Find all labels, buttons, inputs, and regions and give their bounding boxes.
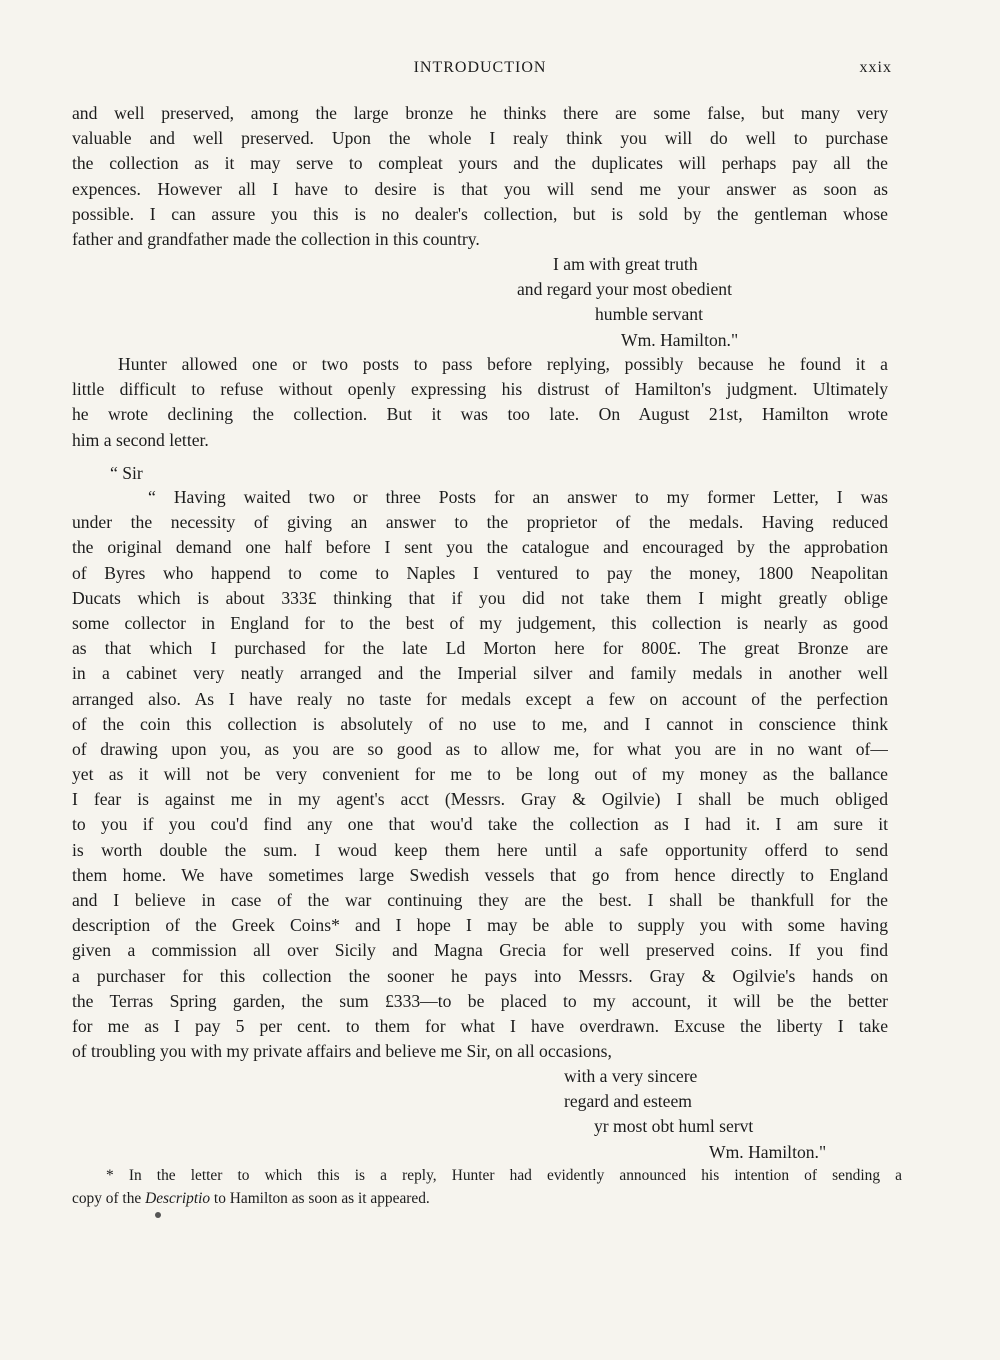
- footnote-line: [72, 1188, 902, 1211]
- text-line: description of the Greek Coins* and I hope I may be able to supply you with some having: [72, 915, 888, 936]
- footnote-line: * In the letter to which this is a reply, Hunter had evidently announced his intention of sending a: [106, 1167, 902, 1184]
- running-head: INTRODUCTION: [413, 59, 547, 76]
- text-line: the collection as it may serve to compleat yours and the duplicates will perhaps pay all the: [72, 153, 888, 174]
- text-line: is worth double the sum. I woud keep them here until a safe opportunity offerd to send: [72, 839, 888, 860]
- signature: Wm. Hamilton.": [621, 329, 739, 350]
- letter-one-text: [72, 101, 888, 252]
- text-line: possible. I can assure you this is no dealer's collection, but is sold by the gentleman whose: [72, 203, 888, 224]
- text-line: in a cabinet very neatly arranged and the Imperial silver and family medals in another well: [72, 663, 888, 684]
- text-line: Ducats which is about 333£ thinking that if you did not take them I might greatly oblige: [72, 587, 888, 608]
- text-line: them home. We have sometimes large Swedish vessels that go from hence directly to England: [72, 864, 888, 885]
- text-line: some collector in England for to the best of my judgement, this collection is nearly as good: [72, 612, 888, 633]
- text-line: Hunter allowed one or two posts to pass before replying, possibly because he found it a: [118, 354, 888, 374]
- text-line: father and grandfather made the collection in this country.: [72, 228, 480, 249]
- closing-line: with a very sincere: [564, 1066, 698, 1086]
- footnote-text: copy of the: [72, 1189, 146, 1207]
- closing-line: regard and esteem: [564, 1091, 692, 1112]
- footnote-book-title: Descriptio: [145, 1189, 211, 1207]
- footnote: [72, 1165, 902, 1210]
- text-line: as that which I purchased for the late Ld Morton here for 800£. The great Bronze are: [72, 638, 888, 659]
- text-line: of the coin this collection is absolutely of no use to me, and I cannot in conscience think: [72, 713, 888, 734]
- text-line: a purchaser for this collection the sooner he pays into Messrs. Gray & Ogilvie's hands on: [72, 965, 888, 986]
- letter-two-closing: [72, 1064, 888, 1165]
- text-line: valuable and well preserved. Upon the whole I realy think you will do well to purchase: [72, 128, 888, 149]
- letter-two-text: [72, 485, 888, 1064]
- signature: Wm. Hamilton.": [709, 1141, 827, 1162]
- closing-line: and regard your most obedient: [517, 279, 732, 300]
- closing-line: humble servant: [595, 304, 703, 325]
- text-line: for me as I pay 5 per cent. to them for what I have overdrawn. Excuse the liberty I take: [72, 1015, 888, 1036]
- text-line: under the necessity of giving an answer to the proprietor of the medals. Having reduced: [72, 512, 888, 533]
- text-line: I fear is against me in my agent's acct (Messrs. Gray & Ogilvie) I shall be much obliged: [72, 789, 888, 810]
- text-line: the original demand one half before I sent you the catalogue and encouraged by the approbation: [72, 537, 888, 558]
- text-line: arranged also. As I have realy no taste for medals except a few on account of the perfection: [72, 688, 888, 709]
- salutation: “ Sir: [110, 463, 143, 483]
- text-line: to you if you cou'd find any one that wou'd take the collection as I had it. I am sure it: [72, 814, 888, 835]
- text-line: he wrote declining the collection. But it was too late. On August 21st, Hamilton wrote: [72, 404, 888, 425]
- text-line: little difficult to refuse without openly expressing his distrust of Hamilton's judgment. Ultimately: [72, 379, 888, 400]
- text-line: him a second letter.: [72, 429, 209, 450]
- text-line: yet as it will not be very convenient for me to be long out of my money as the ballance: [72, 764, 888, 785]
- text-line: of drawing upon you, as you are so good as to allow me, for what you are in no want of—: [72, 738, 888, 759]
- ink-mark: [155, 1212, 161, 1218]
- text-line: “ Having waited two or three Posts for an answer to my former Letter, I was: [148, 487, 888, 507]
- text-line: expences. However all I have to desire is that you will send me your answer as soon as: [72, 178, 888, 199]
- footnote-text: to Hamilton as soon as it appeared.: [210, 1189, 430, 1207]
- text-line: and well preserved, among the large bronze he thinks there are some false, but many very: [72, 103, 888, 123]
- text-line: of troubling you with my private affairs and believe me Sir, on all occasions,: [72, 1041, 612, 1062]
- page-number: xxix: [859, 59, 892, 76]
- narrative-paragraph: [72, 352, 888, 453]
- text-line: of Byres who happend to come to Naples I ventured to pay the money, 1800 Neapolitan: [72, 562, 888, 583]
- text-line: the Terras Spring garden, the sum £333—to be placed to my account, it will be the better: [72, 990, 888, 1011]
- text-line: and I believe in case of the war continuing they are the best. I shall be thankfull for the: [72, 890, 888, 910]
- closing-line: I am with great truth: [553, 254, 698, 274]
- closing-line: yr most obt huml servt: [594, 1116, 754, 1137]
- text-line: given a commission all over Sicily and Magna Grecia for well preserved coins. If you find: [72, 940, 888, 961]
- letter-two-salutation-block: [72, 461, 888, 486]
- letter-one-closing: [72, 252, 888, 353]
